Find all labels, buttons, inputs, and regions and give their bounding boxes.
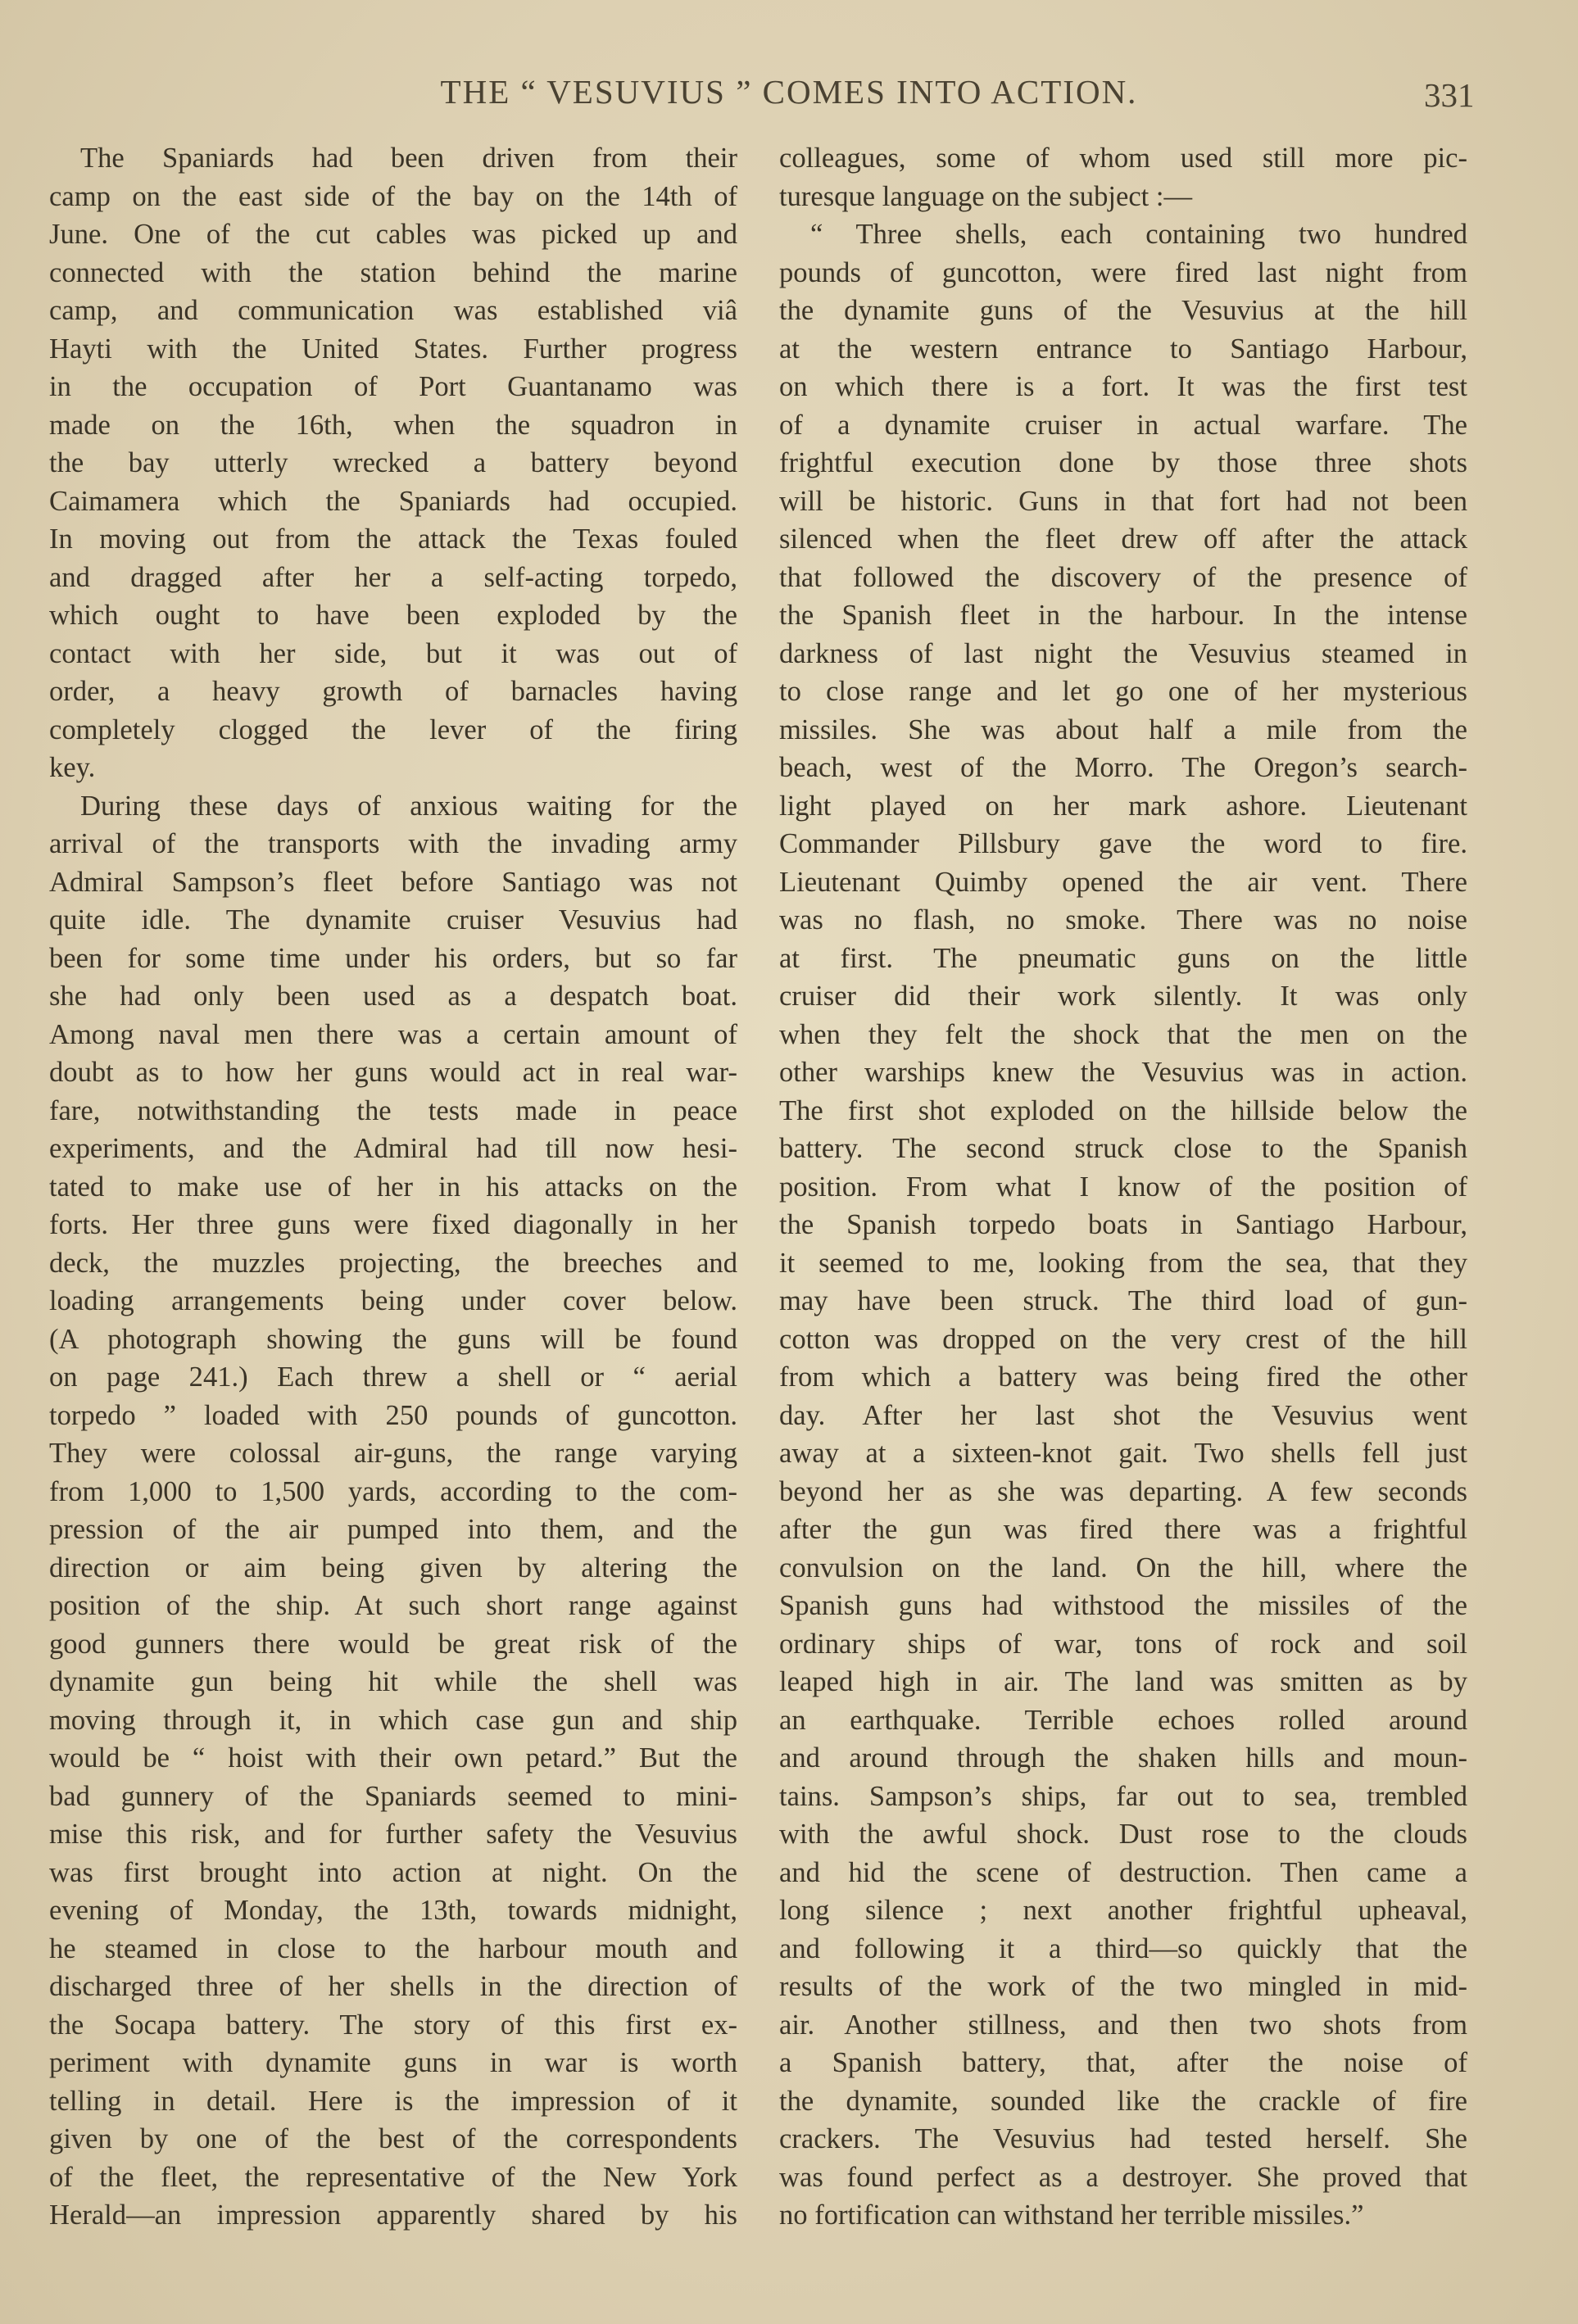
text-line: day. After her last shot the Vesuvius went [779, 1399, 1467, 1431]
text-line: made on the 16th, when the squadron in [49, 409, 737, 441]
text-line: In moving out from the attack the Texas fouled [49, 523, 737, 555]
text-line: light played on her mark ashore. Lieutenant [779, 790, 1467, 822]
text-line: contact with her side, but it was out of [49, 637, 737, 669]
text-line: will be historic. Guns in that fort had not been [779, 485, 1467, 517]
text-line: arrival of the transports with the invading army [49, 828, 737, 859]
text-line: camp, and communication was established viâ [49, 295, 737, 326]
text-line: and around through the shaken hills and moun- [779, 1742, 1467, 1774]
text-line: and dragged after her a self-acting torpedo, [49, 561, 737, 593]
text-line: results of the work of the two mingled in mid- [779, 1971, 1467, 2002]
text-line: and hid the scene of destruction. Then came a [779, 1856, 1467, 1888]
text-line: “ Three shells, each containing two hundred [810, 219, 1467, 250]
text-line: was first brought into action at night. On the [49, 1856, 737, 1888]
text-line: she had only been used as a despatch boat. [49, 981, 737, 1012]
text-line: forts. Her three guns were fixed diagonally in her [49, 1209, 737, 1240]
text-line: the Spanish fleet in the harbour. In the intense [779, 600, 1467, 631]
text-line: been for some time under his orders, but so far [49, 942, 737, 974]
text-line: turesque language on the subject :— [779, 180, 1193, 212]
text-line: was found perfect as a destroyer. She proved that [779, 2161, 1467, 2193]
text-line: the dynamite guns of the Vesuvius at the hill [779, 295, 1467, 326]
text-line: on which there is a fort. It was the first test [779, 371, 1467, 402]
text-line: cruiser did their work silently. It was only [779, 981, 1467, 1012]
text-line: Among naval men there was a certain amount of [49, 1018, 737, 1050]
text-line: given by one of the best of the correspondents [49, 2123, 737, 2154]
text-line: The first shot exploded on the hillside below the [779, 1094, 1467, 1126]
text-line: loading arrangements being under cover below. [49, 1285, 737, 1316]
text-line: The Spaniards had been driven from their [80, 143, 737, 174]
text-line: was no flash, no smoke. There was no noise [779, 904, 1467, 935]
text-line: other warships knew the Vesuvius was in action. [779, 1057, 1467, 1088]
text-line: crackers. The Vesuvius had tested herself. She [779, 2123, 1467, 2154]
text-line: fare, notwithstanding the tests made in peace [49, 1094, 737, 1126]
text-line: silenced when the fleet drew off after the attack [779, 523, 1467, 555]
text-line: tated to make use of her in his attacks on the [49, 1171, 737, 1203]
text-line: doubt as to how her guns would act in real war- [49, 1057, 737, 1088]
text-line: ordinary ships of war, tons of rock and soil [779, 1628, 1467, 1660]
text-line: frightful execution done by those three shots [779, 447, 1467, 478]
text-line: Admiral Sampson’s fleet before Santiago was not [49, 866, 737, 898]
page-number: 331 [1424, 76, 1475, 114]
text-line: beach, west of the Morro. The Oregon’s search- [779, 752, 1467, 783]
text-line: the Socapa battery. The story of this first ex- [49, 2009, 737, 2041]
text-line: Hayti with the United States. Further progress [49, 333, 737, 365]
text-line: darkness of last night the Vesuvius steamed in [779, 637, 1467, 669]
text-line: which ought to have been exploded by the [49, 600, 737, 631]
text-line: Caimamera which the Spaniards had occupied. [49, 485, 737, 517]
text-line: direction or aim being given by altering the [49, 1552, 737, 1583]
text-line: the Spanish torpedo boats in Santiago Harbour, [779, 1209, 1467, 1240]
text-line: Herald—an impression apparently shared by his [49, 2199, 737, 2231]
text-line: pression of the air pumped into them, and the [49, 1514, 737, 1545]
text-line: of the fleet, the representative of the New York [49, 2161, 737, 2193]
running-head: THE “ VESUVIUS ” COMES INTO ACTION. [440, 73, 1138, 111]
text-line: he steamed in close to the harbour mouth and [49, 1932, 737, 1964]
text-line: dynamite gun being hit while the shell was [49, 1666, 737, 1697]
text-line: good gunners there would be great risk of the [49, 1628, 737, 1660]
text-line: it seemed to me, looking from the sea, that they [779, 1247, 1467, 1279]
text-line: beyond her as she was departing. A few seconds [779, 1475, 1467, 1507]
text-line: bad gunnery of the Spaniards seemed to mini- [49, 1780, 737, 1812]
text-line: away at a sixteen-knot gait. Two shells fell just [779, 1438, 1467, 1469]
text-line: telling in detail. Here is the impression of it [49, 2085, 737, 2117]
text-line: periment with dynamite guns in war is worth [49, 2047, 737, 2078]
text-line: Spanish guns had withstood the missiles of the [779, 1590, 1467, 1621]
left-column [49, 139, 737, 2235]
text-line: tains. Sampson’s ships, far out to sea, trembled [779, 1780, 1467, 1812]
text-line: with the awful shock. Dust rose to the clouds [779, 1819, 1467, 1850]
text-line: after the gun was fired there was a frightful [779, 1514, 1467, 1545]
text-line: torpedo ” loaded with 250 pounds of guncotton. [49, 1399, 737, 1431]
text-line: an earthquake. Terrible echoes rolled around [779, 1704, 1467, 1736]
text-line: on page 241.) Each threw a shell or “ aerial [49, 1361, 737, 1393]
text-line: position. From what I know of the position of [779, 1171, 1467, 1203]
text-line: in the occupation of Port Guantanamo was [49, 371, 737, 402]
text-line: to close range and let go one of her mysterious [779, 676, 1467, 707]
text-line: Lieutenant Quimby opened the air vent. There [779, 866, 1467, 898]
text-line: (A photograph showing the guns will be found [49, 1323, 737, 1355]
text-line: would be “ hoist with their own petard.” But the [49, 1742, 737, 1774]
text-line: no fortification can withstand her terrible missiles.” [779, 2199, 1364, 2231]
text-line: leaped high in air. The land was smitten as by [779, 1666, 1467, 1697]
text-line: long silence ; next another frightful upheaval, [779, 1895, 1467, 1926]
text-line: key. [49, 752, 96, 783]
text-line: from 1,000 to 1,500 yards, according to the com- [49, 1475, 737, 1507]
text-line: During these days of anxious waiting for the [80, 790, 737, 822]
text-line: the dynamite, sounded like the crackle of fire [779, 2085, 1467, 2117]
text-line: moving through it, in which case gun and ship [49, 1704, 737, 1736]
text-line: experiments, and the Admiral had till now hesi- [49, 1133, 737, 1164]
text-line: colleagues, some of whom used still more pic- [779, 143, 1467, 174]
text-line: position of the ship. At such short range against [49, 1590, 737, 1621]
text-line: from which a battery was being fired the other [779, 1361, 1467, 1393]
text-line: Commander Pillsbury gave the word to fire. [779, 828, 1467, 859]
text-line: missiles. She was about half a mile from the [779, 714, 1467, 745]
text-line: of a dynamite cruiser in actual warfare. The [779, 409, 1467, 441]
text-line: discharged three of her shells in the direction of [49, 1971, 737, 2002]
text-line: air. Another stillness, and then two shots from [779, 2009, 1467, 2041]
text-line: They were colossal air-guns, the range varying [49, 1438, 737, 1469]
text-line: camp on the east side of the bay on the 14th of [49, 180, 737, 212]
text-line: at the western entrance to Santiago Harbour, [779, 333, 1467, 365]
text-line: and following it a third—so quickly that the [779, 1932, 1467, 1964]
text-line: June. One of the cut cables was picked up and [49, 219, 737, 250]
text-line: cotton was dropped on the very crest of the hill [779, 1323, 1467, 1355]
text-line: battery. The second struck close to the Spanish [779, 1133, 1467, 1164]
text-line: when they felt the shock that the men on the [779, 1018, 1467, 1050]
text-line: that followed the discovery of the presence of [779, 561, 1467, 593]
text-line: evening of Monday, the 13th, towards midnight, [49, 1895, 737, 1926]
text-line: convulsion on the land. On the hill, where the [779, 1552, 1467, 1583]
text-line: the bay utterly wrecked a battery beyond [49, 447, 737, 478]
text-line: at first. The pneumatic guns on the little [779, 942, 1467, 974]
text-line: connected with the station behind the marine [49, 256, 737, 288]
text-line: completely clogged the lever of the firing [49, 714, 737, 745]
text-line: deck, the muzzles projecting, the breeches and [49, 1247, 737, 1279]
text-line: may have been struck. The third load of gun- [779, 1285, 1467, 1316]
text-line: order, a heavy growth of barnacles having [49, 676, 737, 707]
text-line: pounds of guncotton, were fired last night from [779, 256, 1467, 288]
text-line: a Spanish battery, that, after the noise of [779, 2047, 1467, 2078]
text-line: quite idle. The dynamite cruiser Vesuvius had [49, 904, 737, 935]
text-line: mise this risk, and for further safety the Vesuvius [49, 1819, 737, 1850]
right-column [779, 139, 1467, 2235]
